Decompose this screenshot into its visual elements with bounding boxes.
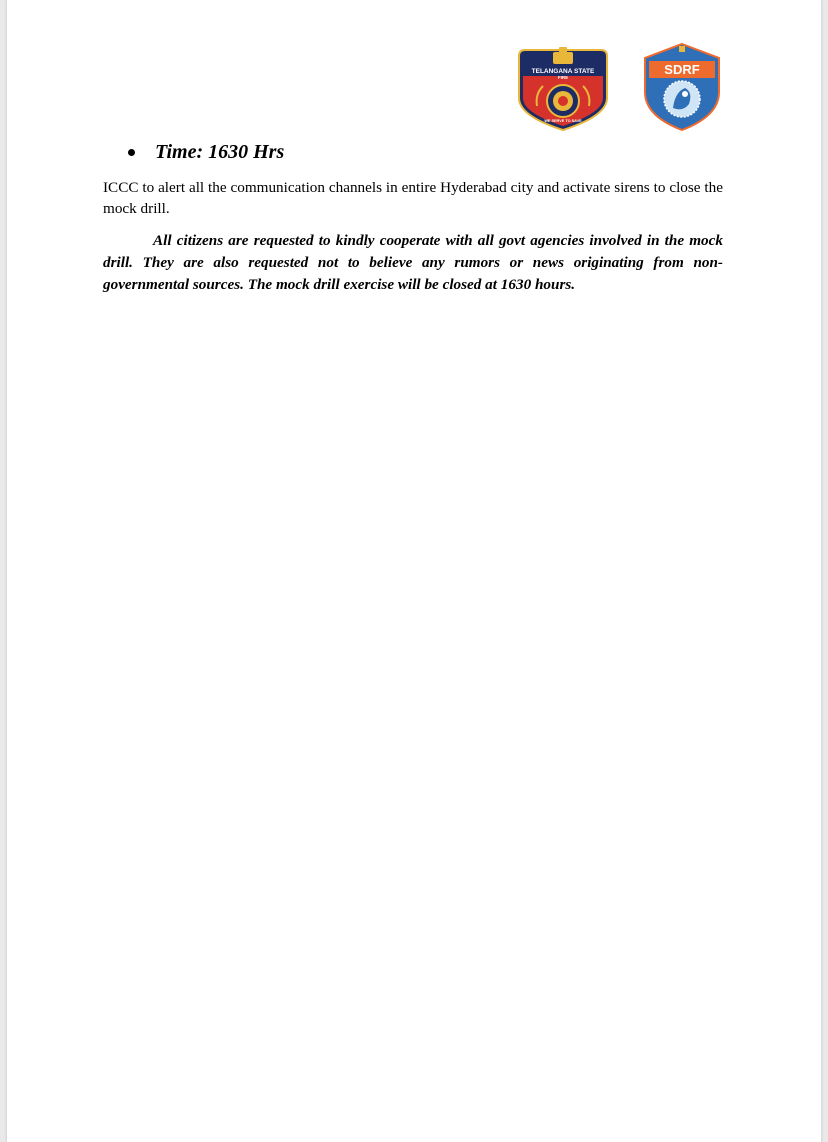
fire-logo-top-text: TELANGANA STATE — [531, 68, 595, 75]
document-page — [7, 0, 821, 1142]
bullet-icon — [128, 149, 135, 156]
sdrf-logo — [641, 42, 723, 132]
time-heading: Time: 1630 Hrs — [155, 140, 285, 163]
time-bullet — [128, 138, 284, 166]
fire-logo-sub-text: FIRE — [557, 75, 569, 80]
sdrf-logo-title: SDRF — [664, 62, 700, 77]
alert-paragraph: ICCC to alert all the communication channels in entire Hyderabad city and activate sirens to close the mock drill. — [103, 179, 723, 217]
fire-logo-motto: WE SERVE TO SAVE — [544, 119, 582, 123]
telangana-fire-logo — [515, 46, 611, 132]
citizens-notice-paragraph: All citizens are requested to kindly cooperate with all govt agencies involved in the mock drill. They are also requested not to believe any rumors or news originating from non-governmental sources. The mock drill exercise will be closed at 1630 hours. — [103, 232, 723, 293]
